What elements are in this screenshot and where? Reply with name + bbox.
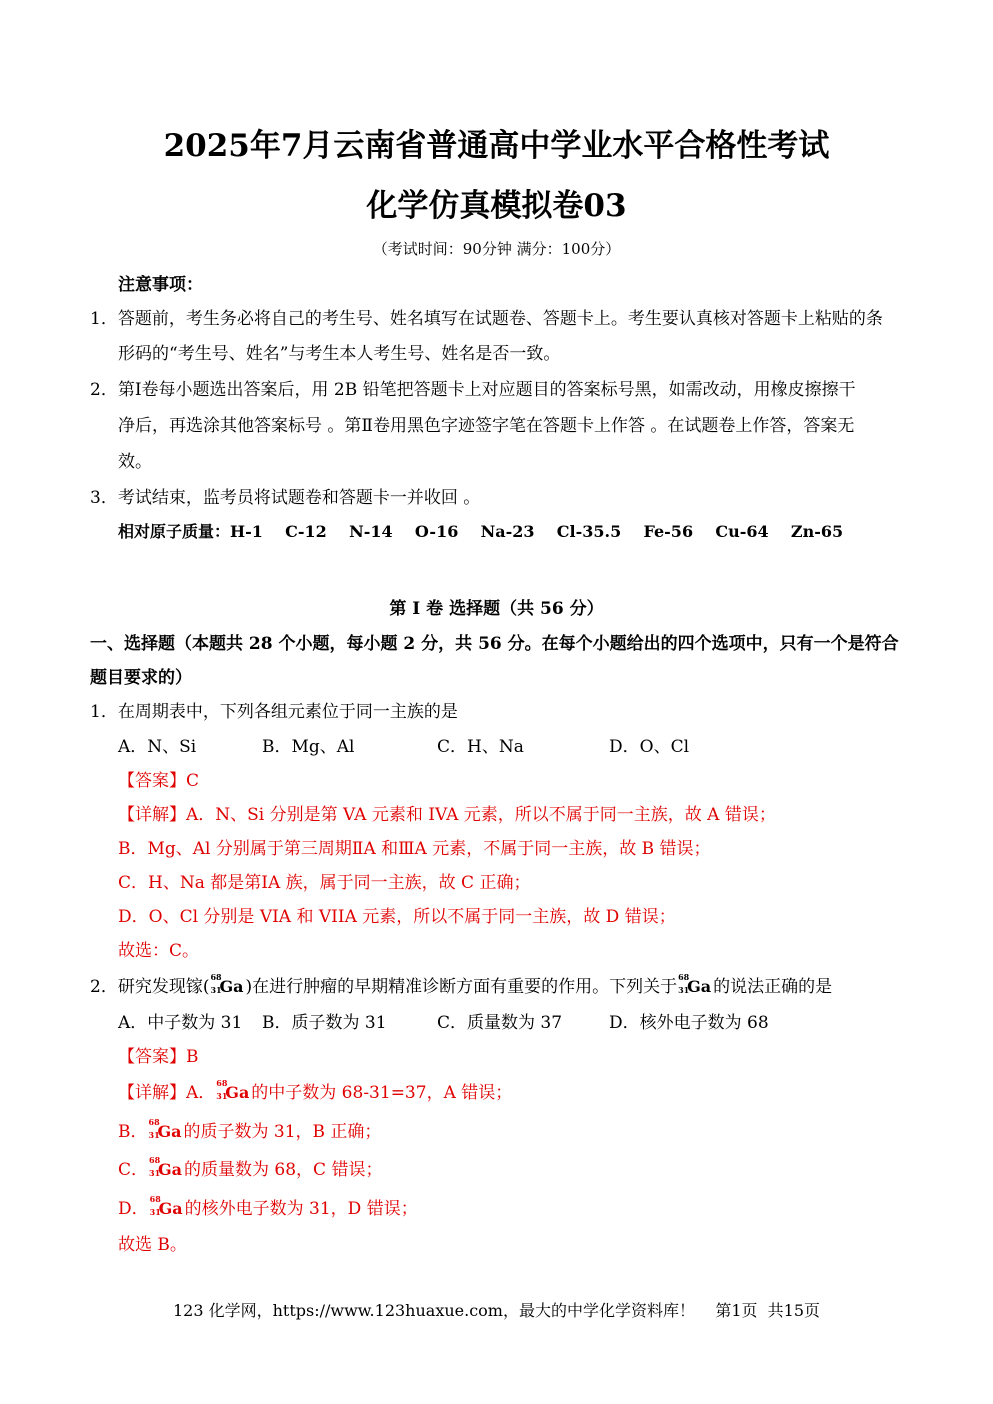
- q2-explanation-1: 【详解】A． 68 31 Ga 的中子数为 68-31=37，A 错误；: [118, 1078, 513, 1103]
- q2-stem-mid: )在进行肿瘤的早期精准诊断方面有重要的作用。下列关于: [245, 977, 678, 997]
- q2-option-a: A．中子数为 31: [118, 1013, 243, 1033]
- q2-stem: [90, 972, 833, 999]
- q1-option-c: C．H、Na: [437, 737, 524, 757]
- note-3: 3．考试结束，监考员将试题卷和答题卡一并收回 。: [90, 488, 481, 508]
- gallium-isotope-symbol: 68 31 Ga: [148, 1117, 182, 1141]
- exam-subtitle: 化学仿真模拟卷03: [366, 188, 627, 224]
- note-2-line-3: 效。: [118, 452, 152, 472]
- section-instructions-line-1: 一、选择题（本题共 28 个小题，每小题 2 分，共 56 分。在每个小题给出的四个选项中，只有一个是符合: [90, 634, 899, 654]
- gallium-isotope-symbol: 68 31 Ga: [149, 1194, 183, 1218]
- section-title: 第 I 卷 选择题（共 56 分）: [389, 599, 604, 619]
- section-instructions-line-2: 题目要求的）: [90, 668, 192, 688]
- q2-conclusion: 故选 B。: [118, 1235, 187, 1255]
- gallium-isotope-symbol: 68 31 Ga: [216, 1078, 250, 1102]
- q1-explanation-4: D．O、Cl 分别是 VIA 和 VIIA 元素，所以不属于同一主族，故 D 错误；: [118, 907, 676, 927]
- note-1-line-2: 形码的“考生号、姓名”与考生本人考生号、姓名是否一致。: [118, 344, 561, 364]
- q2-stem-post: 的说法正确的是: [713, 977, 833, 997]
- q1-option-d: D．O、Cl: [609, 737, 690, 757]
- q1-explanation-2: B．Mg、Al 分别属于第三周期ⅡA 和ⅢA 元素，不属于同一主族，故 B 错误；: [118, 839, 711, 859]
- q2-explanation-2: B． 68 31 Ga 的质子数为 31，B 正确；: [118, 1117, 382, 1142]
- q1-explanation-3: C．H、Na 都是第ⅠA 族，属于同一主族，故 C 正确；: [118, 873, 531, 893]
- q2-option-b: B．质子数为 31: [262, 1013, 387, 1033]
- q2-stem-pre: 2．研究发现镓(: [90, 977, 210, 997]
- isotope-element: Ga: [219, 977, 244, 996]
- q2-explanation-3: C． 68 31 Ga 的质量数为 68，C 错误；: [118, 1155, 383, 1180]
- q1-explanation-1: 【详解】A．N、Si 分别是第 VA 元素和 IVA 元素，所以不属于同一主族，故 A 错误；: [118, 805, 776, 825]
- atomic-mass-list: 相对原子质量：H-1 C-12 N-14 O-16 Na-23 Cl-35.5 Fe-56 Cu-64 Zn-65: [118, 522, 844, 541]
- isotope-atomic-number: 31: [210, 985, 222, 995]
- gallium-isotope-symbol: 68 31 Ga: [678, 972, 712, 996]
- gallium-isotope-symbol: [209, 972, 245, 999]
- notes-heading: 注意事项：: [118, 275, 203, 295]
- gallium-isotope-symbol: 68 31 Ga: [149, 1155, 183, 1179]
- q1-stem: 1．在周期表中，下列各组元素位于同一主族的是: [90, 702, 458, 722]
- q2-option-d: D．核外电子数为 68: [609, 1013, 769, 1033]
- q2-explanation-4: D． 68 31 Ga 的核外电子数为 31，D 错误；: [118, 1194, 418, 1219]
- page-footer: 123 化学网，https://www.123huaxue.com，最大的中学化学资料库！ 第1页 共15页: [172, 1301, 821, 1320]
- note-1-line-1: 1．答题前，考生务必将自己的考生号、姓名填写在试题卷、答题卡上。考生要认真核对答题卡上粘贴的条: [90, 309, 883, 329]
- q2-option-c: C．质量数为 37: [437, 1013, 563, 1033]
- note-2-line-2: 净后，再选涂其他答案标号 。第Ⅱ卷用黑色字迹签字笔在答题卡上作答 。在试题卷上作答，答案无: [118, 416, 855, 436]
- q2-answer: 【答案】B: [118, 1047, 199, 1067]
- q1-conclusion: 故选：C。: [118, 941, 200, 961]
- q1-option-a: A．N、Si: [118, 737, 197, 757]
- isotope-mass-number: 68: [210, 972, 222, 982]
- note-2-line-1: 2．第Ⅰ卷每小题选出答案后，用 2B 铅笔把答题卡上对应题目的答案标号黑，如需改动，用橡皮擦擦干: [90, 380, 856, 400]
- exam-title: 2025年7月云南省普通高中学业水平合格性考试: [163, 128, 830, 164]
- exam-time-info: （考试时间：90分钟 满分：100分）: [372, 240, 621, 258]
- q1-answer: 【答案】C: [118, 771, 200, 791]
- q1-option-b: B．Mg、Al: [262, 737, 355, 757]
